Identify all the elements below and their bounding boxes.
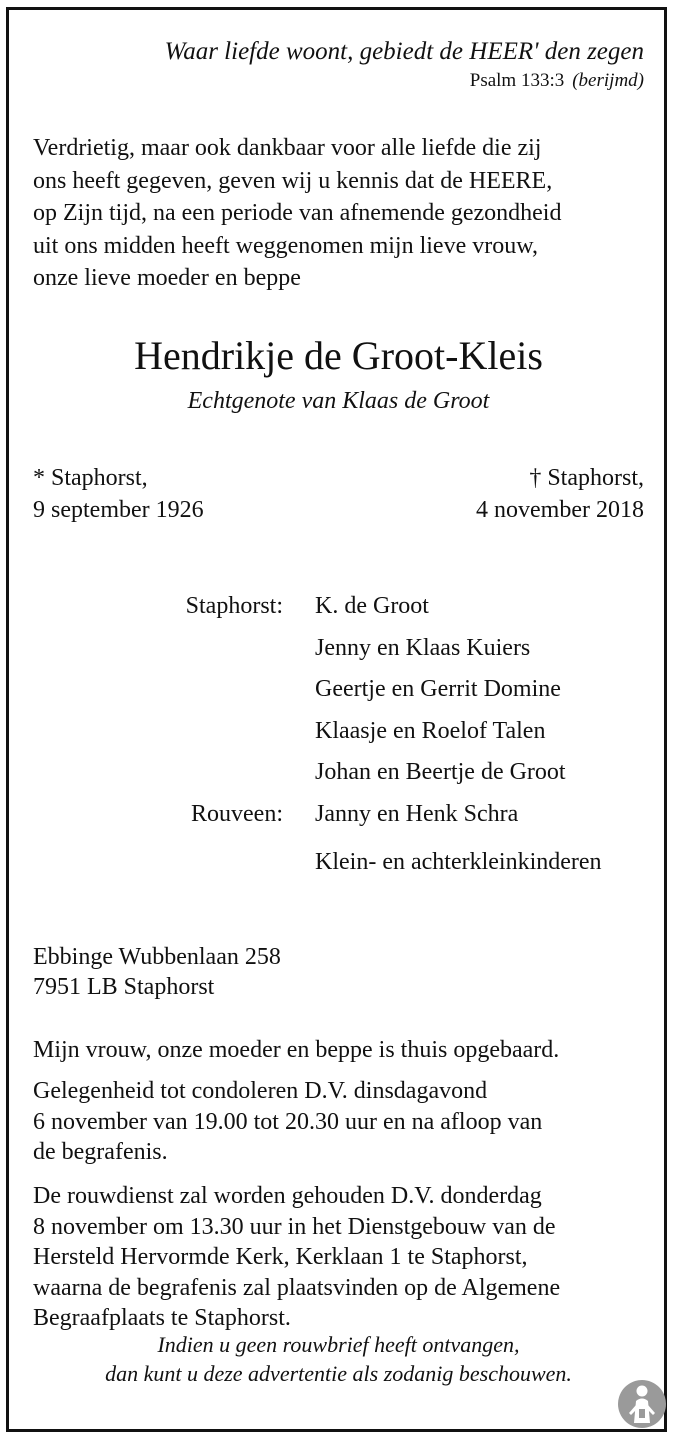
psalm-reference-note: (berijmd) [572, 70, 644, 91]
relative-place: Staphorst: [185, 593, 283, 619]
closing-line: dan kunt u deze advertentie als zodanig beschouwen. [105, 1361, 572, 1386]
intro-line: op Zijn tijd, na een periode van afnemende gezondheid [33, 200, 562, 226]
address-block [33, 942, 281, 1002]
death-info [476, 462, 644, 526]
paragraph-line: de begrafenis. [33, 1139, 168, 1165]
relative-name: Klein- en achterkleinkinderen [315, 849, 602, 875]
condolence-paragraph [33, 1076, 542, 1168]
spouse-line: Echtgenote van Klaas de Groot [187, 388, 490, 414]
paragraph-line: 6 november van 19.00 tot 20.30 uur en na afloop van [33, 1108, 543, 1135]
intro-line: onze lieve moeder en beppe [33, 265, 301, 291]
intro-paragraph [33, 132, 653, 295]
death-date: 4 november 2018 [476, 497, 644, 523]
birth-info [33, 462, 204, 526]
address-street: Ebbinge Wubbenlaan 258 [33, 944, 281, 970]
relative-name: Klaasje en Roelof Talen [315, 718, 546, 744]
intro-line: ons heeft gegeven, geven wij u kennis dat de HEERE, [33, 167, 553, 194]
birth-date: 9 september 1926 [33, 497, 204, 523]
birth-place: * Staphorst, [33, 465, 148, 491]
relative-name: Janny en Henk Schra [315, 801, 519, 827]
paragraph-line: Gelegenheid tot condoleren D.V. dinsdagavond [33, 1078, 488, 1104]
motto-reference [470, 70, 644, 92]
motto-text: Waar liefde woont, gebiedt de HEER' den zegen [164, 38, 644, 65]
paragraph-line: De rouwdienst zal worden gehouden D.V. donderdag [33, 1183, 542, 1209]
paragraph-line: waarna de begrafenis zal plaatsvinden op de Algemene [33, 1274, 561, 1301]
closing-line: Indien u geen rouwbrief heeft ontvangen, [157, 1332, 520, 1357]
relative-name: Jenny en Klaas Kuiers [315, 635, 531, 661]
intro-line: Verdrietig, maar ook dankbaar voor alle liefde die zij [33, 135, 542, 161]
laid-out-paragraph [33, 1035, 559, 1066]
memorial-figure-icon [617, 1379, 667, 1429]
address-city: 7951 LB Staphorst [33, 974, 215, 1000]
paragraph-line: Mijn vrouw, onze moeder en beppe is thuis opgebaard. [33, 1037, 560, 1063]
psalm-reference: Psalm 133:3 [469, 70, 565, 91]
intro-line: uit ons midden heeft weggenomen mijn lieve vrouw, [33, 232, 538, 259]
death-place: † Staphorst, [529, 465, 644, 491]
relative-name: Johan en Beertje de Groot [315, 759, 566, 785]
deceased-name: Hendrikje de Groot-Kleis [134, 333, 543, 378]
paragraph-line: Hersteld Hervormde Kerk, Kerklaan 1 te Staphorst, [33, 1244, 528, 1270]
relative-name: Geertje en Gerrit Domine [315, 676, 561, 702]
relative-name: K. de Groot [315, 593, 429, 619]
relative-place: Rouveen: [191, 801, 283, 827]
closing-note [0, 1330, 677, 1388]
paragraph-line: 8 november om 13.30 uur in het Dienstgebouw van de [33, 1213, 556, 1240]
paragraph-line: Begraafplaats te Staphorst. [33, 1305, 291, 1331]
service-paragraph [33, 1181, 560, 1334]
